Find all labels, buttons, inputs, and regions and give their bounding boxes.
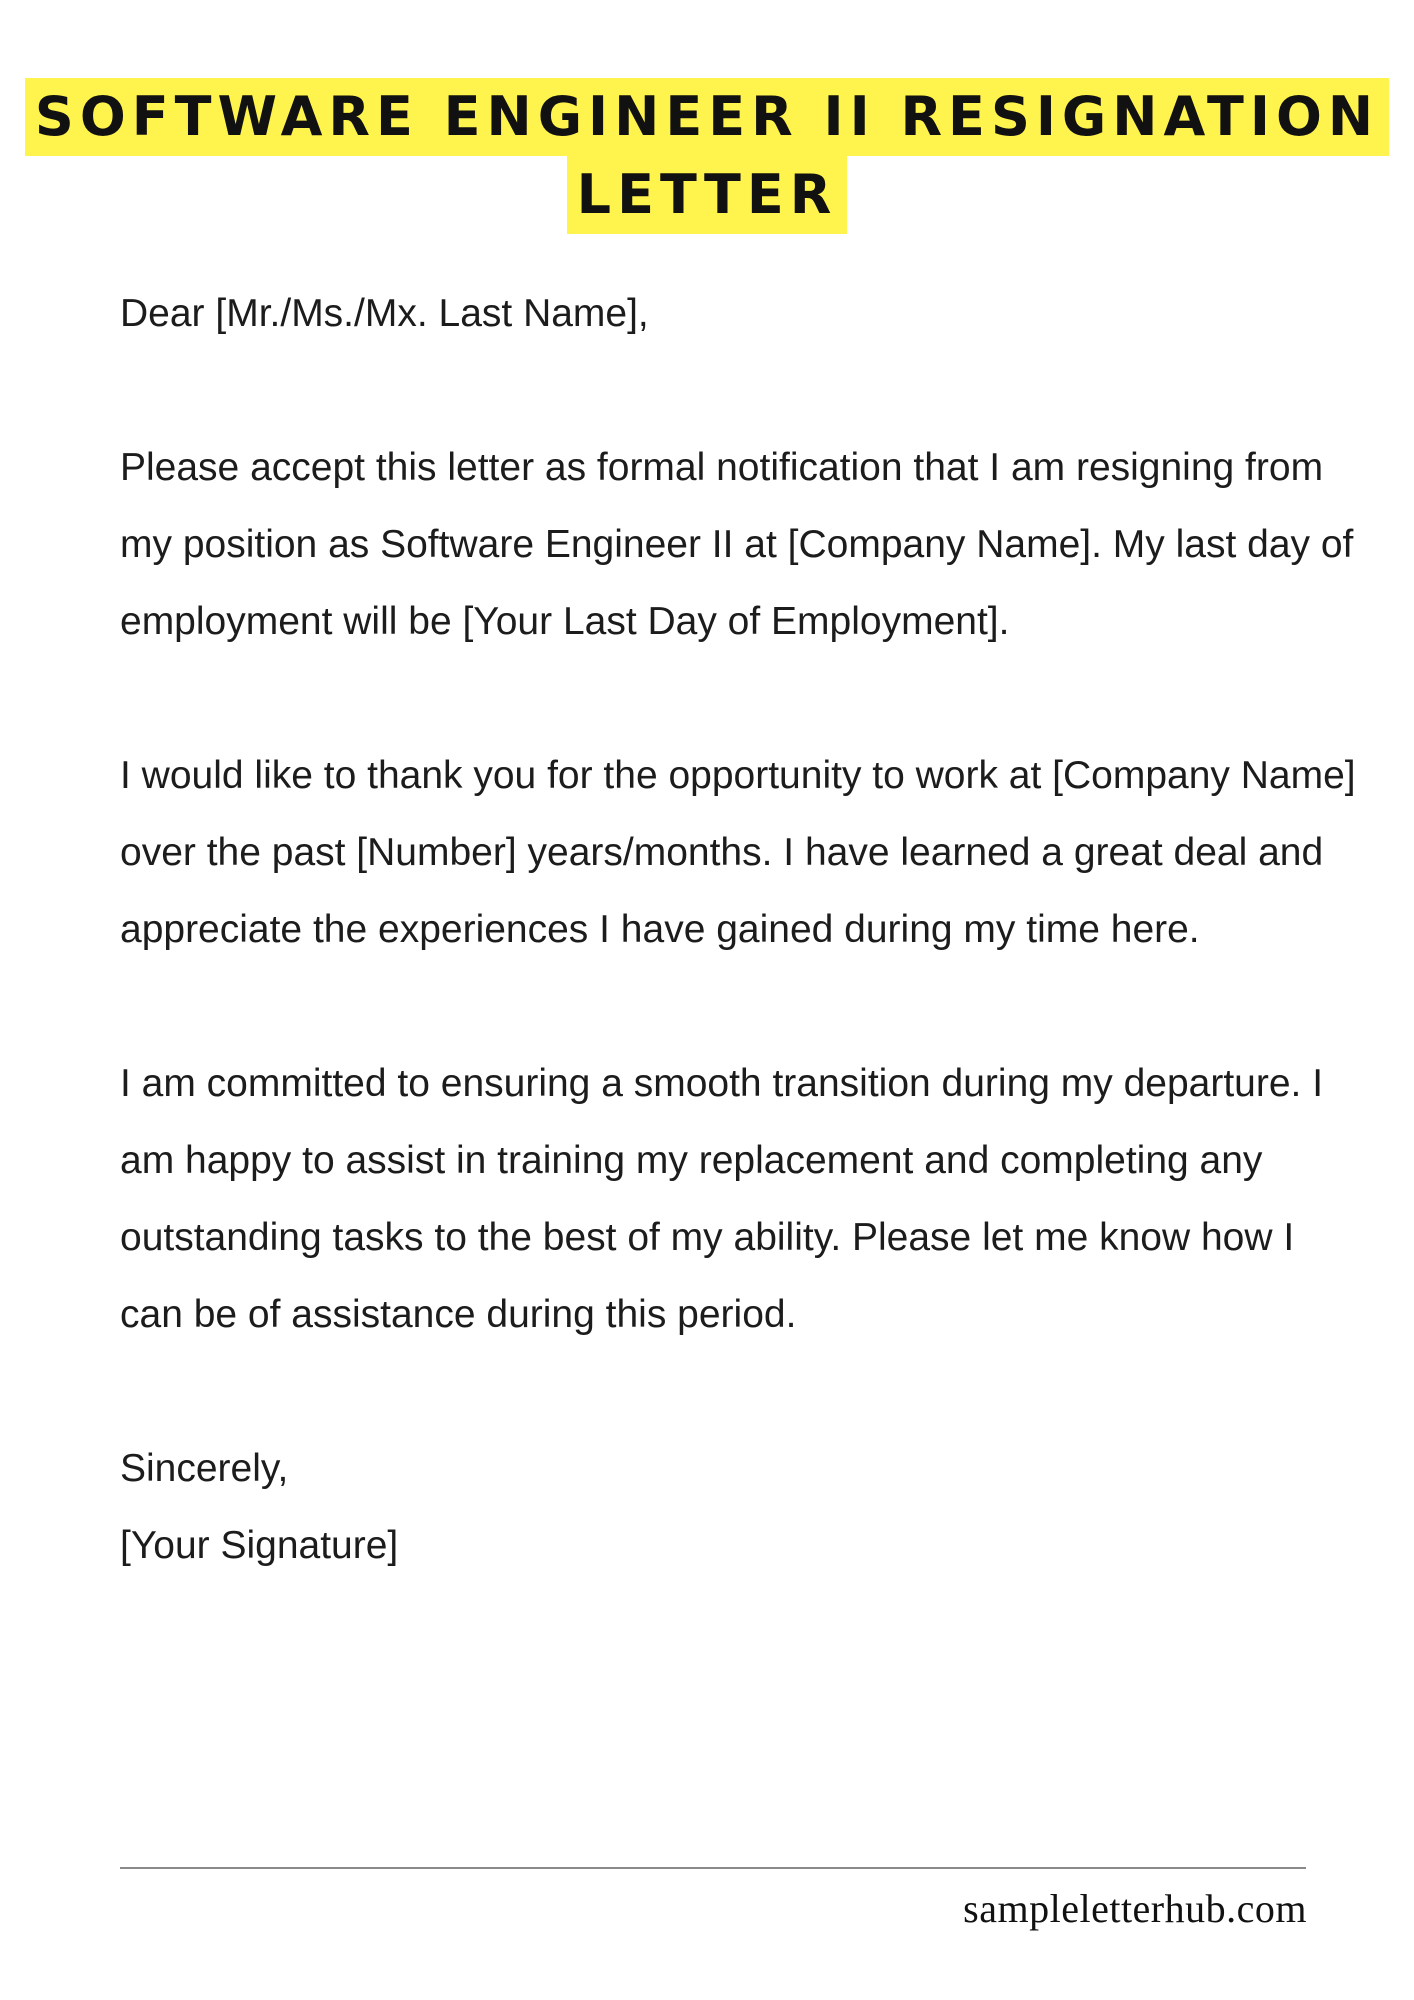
page-title — [0, 78, 1414, 234]
title-line-2: LETTER — [567, 156, 848, 234]
footer-divider — [120, 1867, 1306, 1869]
title-line-1: SOFTWARE ENGINEER II RESIGNATION — [25, 78, 1389, 156]
salutation: Dear [Mr./Ms./Mx. Last Name], — [120, 292, 649, 335]
paragraph-1: Please accept this letter as formal notification that I am resigning from my position as Software Engineer II at [Company Name]. My last day of employment will be [Your Last Day of Employment]. — [120, 446, 1354, 643]
letter-body — [120, 275, 1360, 1584]
signature: [Your Signature] — [120, 1524, 399, 1567]
closing: Sincerely, — [120, 1447, 289, 1490]
paragraph-2: I would like to thank you for the opportunity to work at [Company Name] over the past [Number] years/months. I have learned a great deal and appreciate the experiences I have gained during my time here. — [120, 754, 1356, 951]
paragraph-3: I am committed to ensuring a smooth transition during my departure. I am happy to assist in training my replacement and completing any outstanding tasks to the best of my ability. Please let me know how I can be of assistance during this period. — [120, 1062, 1324, 1336]
footer-website: sampleletterhub.com — [963, 1886, 1307, 1931]
